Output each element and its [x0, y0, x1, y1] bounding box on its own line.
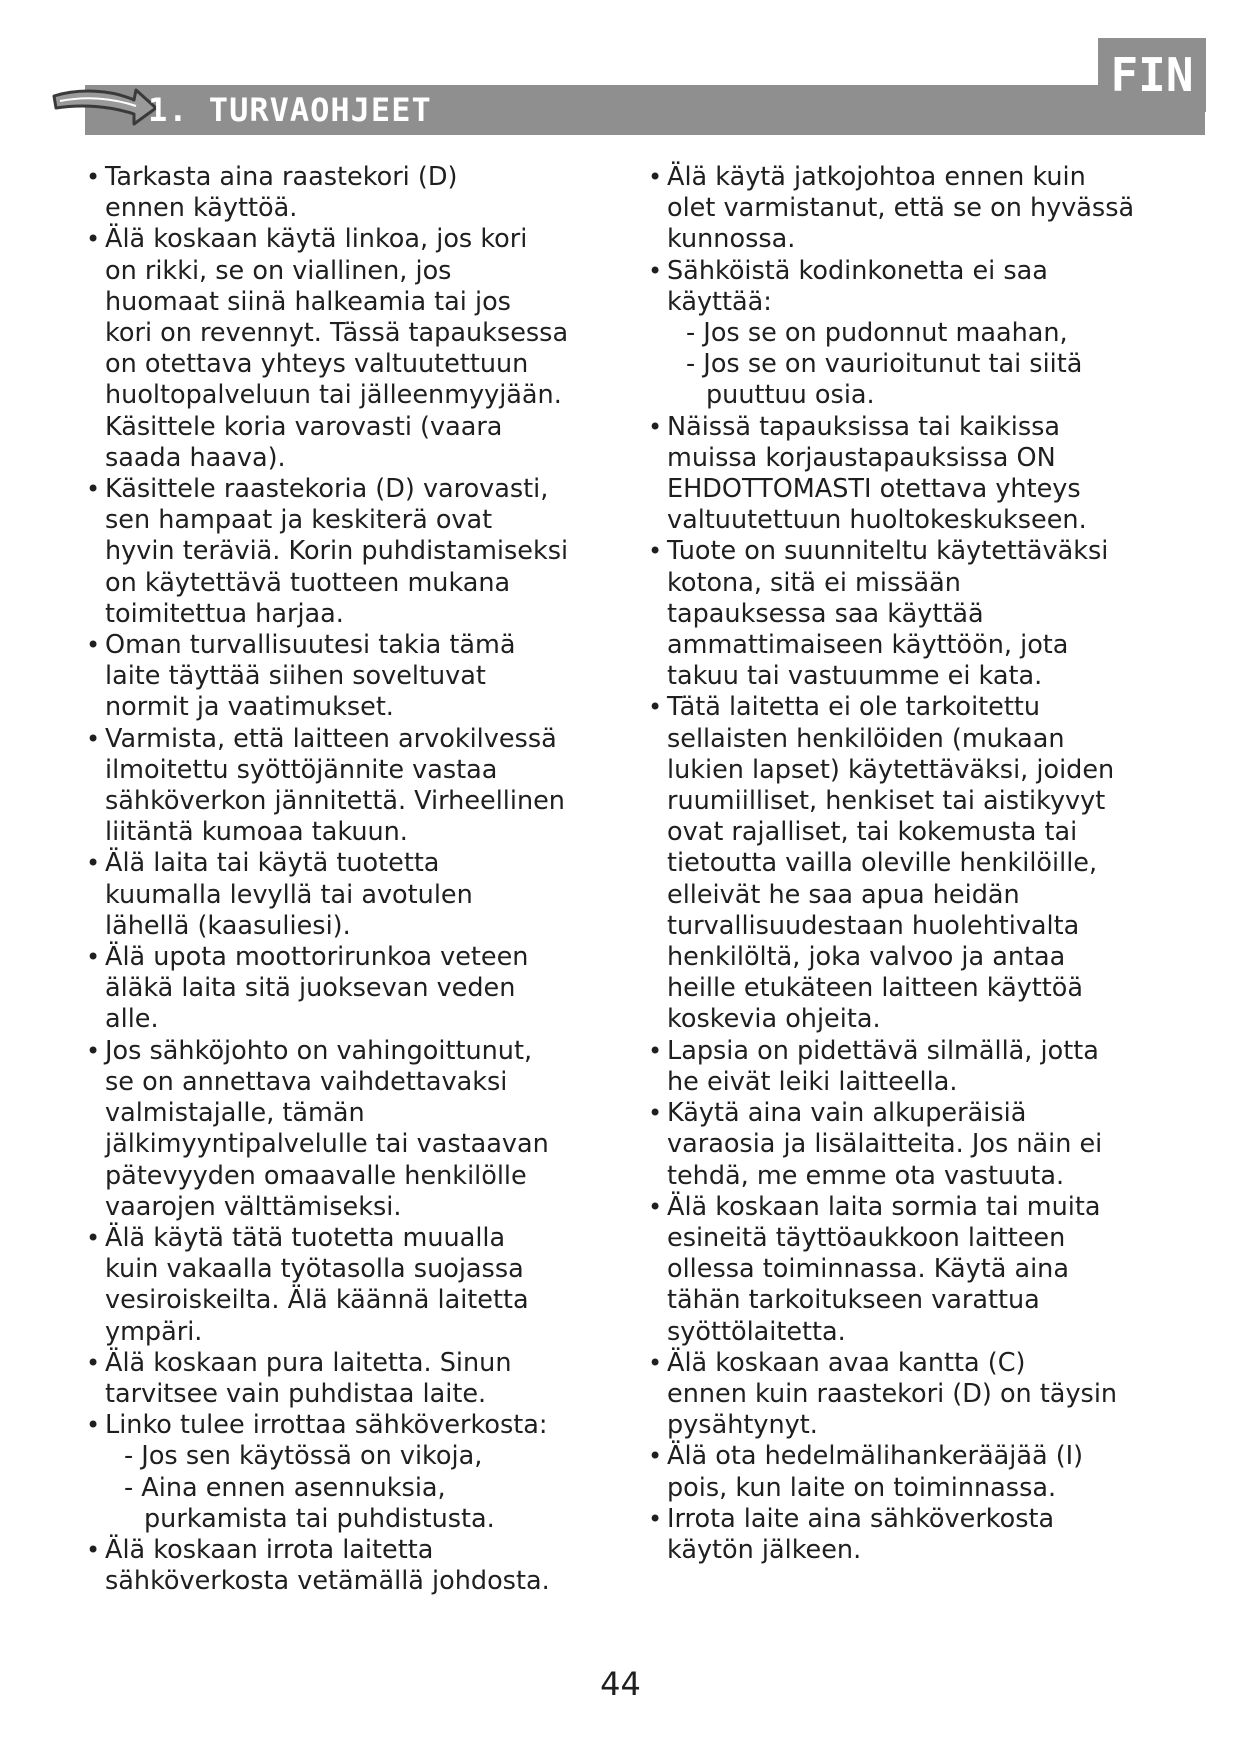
bullet-item [86, 1535, 616, 1597]
text-line: normit ja vaatimukset. [105, 692, 394, 723]
text-line: Tätä laitetta ei ole tarkoitettu [667, 692, 1041, 723]
section-title: 1. TURVAOHJEET [148, 91, 432, 129]
text-line: Älä koskaan pura laitetta. Sinun [105, 1347, 512, 1378]
bullet-item [648, 692, 1188, 1035]
text-line: sähköverkosta vetämällä johdosta. [105, 1566, 550, 1597]
bullet-text [667, 1098, 1177, 1192]
text-line: muissa korjaustapauksissa ON [667, 442, 1056, 473]
text-line: valmistajalle, tämän [105, 1098, 365, 1129]
bullet-icon: • [648, 693, 663, 722]
bullet-text [105, 848, 605, 942]
bullet-icon: • [648, 1192, 663, 1221]
text-line: Älä koskaan irrota laitetta [105, 1534, 434, 1565]
text-line: tähän tarkoitukseen varattua [667, 1285, 1040, 1316]
text-line: henkilöltä, joka valvoo ja antaa [667, 942, 1066, 973]
bullet-item [86, 942, 616, 1036]
sub-item-line: - Aina ennen asennuksia, [124, 1472, 446, 1503]
text-line: kuumalla levyllä tai avotulen [105, 879, 473, 910]
text-line: ennen käyttöä. [105, 193, 298, 224]
right-column [648, 162, 1188, 1566]
arrow-icon [50, 82, 160, 132]
text-line: ympäri. [105, 1316, 203, 1347]
text-line: Sähköistä kodinkonetta ei saa [667, 255, 1048, 286]
bullet-icon: • [86, 1223, 101, 1252]
text-line: laite täyttää siihen soveltuvat [105, 661, 486, 692]
bullet-text [667, 256, 1177, 412]
text-line: ovat rajalliset, tai kokemusta tai [667, 817, 1078, 848]
bullet-text [667, 1348, 1177, 1442]
text-line: toimitettua harjaa. [105, 598, 344, 629]
left-column [86, 162, 616, 1597]
text-line: kuin vakaalla työtasolla suojassa [105, 1254, 524, 1285]
bullet-icon: • [86, 1348, 101, 1377]
text-line: Irrota laite aina sähköverkosta [667, 1503, 1055, 1534]
text-line: Käsittele raastekoria (D) varovasti, [105, 474, 549, 505]
bullet-item [648, 1192, 1188, 1348]
bullet-item [648, 412, 1188, 537]
bullet-text [105, 474, 605, 630]
text-line: sähköverkon jännitettä. Virheellinen [105, 786, 565, 817]
text-line: Älä koskaan käytä linkoa, jos kori [105, 224, 528, 255]
text-line: esineitä täyttöaukkoon laitteen [667, 1222, 1066, 1253]
text-line: on rikki, se on viallinen, jos [105, 255, 452, 286]
bullet-icon: • [648, 256, 663, 285]
bullet-icon: • [86, 849, 101, 878]
sub-item-line: - Jos se on pudonnut maahan, [686, 318, 1068, 349]
text-line: olet varmistanut, että se on hyvässä [667, 193, 1135, 224]
text-line: ammattimaiseen käyttöön, jota [667, 630, 1069, 661]
text-line: Lapsia on pidettävä silmällä, jotta [667, 1035, 1099, 1066]
text-line: ennen kuin raastekori (D) on täysin [667, 1378, 1118, 1409]
bullet-item [86, 224, 616, 474]
text-line: sen hampaat ja keskiterä ovat [105, 505, 493, 536]
sub-item-line: - Jos se on vaurioitunut tai siitä [686, 349, 1083, 380]
text-line: sellaisten henkilöiden (mukaan [667, 723, 1065, 754]
text-line: Älä laita tai käytä tuotetta [105, 848, 440, 879]
bullet-text [667, 412, 1177, 537]
text-line: alle. [105, 1004, 159, 1035]
text-line: Älä koskaan avaa kantta (C) [667, 1347, 1026, 1378]
sub-item-line: purkamista tai puhdistusta. [144, 1503, 495, 1534]
bullet-icon: • [86, 724, 101, 753]
sub-item-line: puuttuu osia. [706, 380, 875, 411]
text-line: Oman turvallisuutesi takia tämä [105, 630, 516, 661]
text-line: tarvitsee vain puhdistaa laite. [105, 1378, 487, 1409]
text-line: vaarojen välttämiseksi. [105, 1191, 402, 1222]
text-line: huoltopalveluun tai jälleenmyyjään. [105, 380, 562, 411]
bullet-item [86, 1410, 616, 1535]
text-line: kori on revennyt. Tässä tapauksessa [105, 318, 569, 349]
bullet-item [86, 1223, 616, 1348]
text-line: takuu tai vastuumme ei kata. [667, 661, 1043, 692]
text-line: se on annettava vaihdettavaksi [105, 1066, 508, 1097]
page-number: 44 [600, 1665, 641, 1703]
text-line: liitäntä kumoaa takuun. [105, 817, 408, 848]
bullet-icon: • [86, 1411, 101, 1440]
text-line: Älä käytä jatkojohtoa ennen kuin [667, 162, 1086, 192]
bullet-item [648, 1348, 1188, 1442]
bullet-text [667, 162, 1177, 256]
text-line: tehdä, me emme ota vastuuta. [667, 1160, 1065, 1191]
text-line: he eivät leiki laitteella. [667, 1066, 958, 1097]
bullet-text [105, 162, 605, 224]
bullet-text [105, 724, 605, 849]
text-line: Käsittele koria varovasti (vaara [105, 411, 503, 442]
text-line: turvallisuudestaan huolehtivalta [667, 910, 1080, 941]
text-line: vesiroiskeilta. Älä käännä laitetta [105, 1285, 529, 1316]
bullet-text [105, 630, 605, 724]
bullet-icon: • [648, 1504, 663, 1533]
bullet-item [648, 536, 1188, 692]
bullet-icon: • [86, 1036, 101, 1065]
bullet-text [105, 224, 605, 474]
text-line: Käytä aina vain alkuperäisiä [667, 1098, 1027, 1129]
bullet-icon: • [86, 1535, 101, 1564]
text-line: Varmista, että laitteen arvokilvessä [105, 723, 557, 754]
bullet-item [86, 1348, 616, 1410]
bullet-text [667, 1504, 1177, 1566]
bullet-icon: • [648, 1348, 663, 1377]
bullet-text [105, 942, 605, 1036]
bullet-icon: • [86, 163, 101, 191]
text-line: kunnossa. [667, 224, 796, 255]
text-line: tapauksessa saa käyttää [667, 598, 984, 629]
bullet-text [667, 1192, 1177, 1348]
sub-item-line: - Jos sen käytössä on vikoja, [124, 1441, 483, 1472]
bullet-item [86, 162, 616, 224]
text-line: pysähtynyt. [667, 1410, 818, 1441]
bullet-icon: • [86, 475, 101, 504]
bullet-icon: • [648, 1099, 663, 1128]
bullet-icon: • [86, 943, 101, 972]
bullet-item [86, 724, 616, 849]
text-line: äläkä laita sitä juoksevan veden [105, 973, 516, 1004]
bullet-text [105, 1410, 605, 1535]
bullet-icon: • [86, 225, 101, 254]
bullet-text [667, 536, 1177, 692]
bullet-item [86, 1036, 616, 1223]
text-line: jälkimyyntipalvelulle tai vastaavan [105, 1129, 549, 1160]
text-line: koskevia ohjeita. [667, 1004, 881, 1035]
bullet-text [105, 1036, 605, 1223]
bullet-text [105, 1535, 605, 1597]
bullet-icon: • [648, 1442, 663, 1471]
bullet-icon: • [648, 163, 663, 191]
bullet-item [648, 162, 1188, 256]
bullet-item [86, 474, 616, 630]
text-line: kotona, sitä ei missään [667, 567, 961, 598]
text-line: käytön jälkeen. [667, 1534, 862, 1565]
text-line: tietoutta vailla oleville henkilöille, [667, 848, 1098, 879]
text-line: heille etukäteen laitteen käyttöä [667, 973, 1084, 1004]
text-line: hyvin teräviä. Korin puhdistamiseksi [105, 536, 569, 567]
text-line: Älä upota moottorirunkoa veteen [105, 942, 529, 973]
language-tab: FIN [1098, 38, 1206, 112]
text-line: lukien lapset) käytettäväksi, joiden [667, 754, 1115, 785]
bullet-text [667, 692, 1177, 1035]
bullet-item [648, 1036, 1188, 1098]
text-line: Älä ota hedelmälihankerääjää (I) [667, 1441, 1084, 1472]
text-line: valtuutettuun huoltokeskukseen. [667, 505, 1087, 536]
text-line: huomaat siinä halkeamia tai jos [105, 286, 511, 317]
text-line: on otettava yhteys valtuutettuun [105, 349, 529, 380]
text-line: lähellä (kaasuliesi). [105, 910, 351, 941]
bullet-icon: • [86, 631, 101, 660]
text-line: Älä koskaan laita sormia tai muita [667, 1191, 1101, 1222]
text-line: Jos sähköjohto on vahingoittunut, [105, 1035, 533, 1066]
text-line: pätevyyden omaavalle henkilölle [105, 1160, 527, 1191]
bullet-icon: • [648, 1036, 663, 1065]
text-line: saada haava). [105, 442, 286, 473]
bullet-icon: • [648, 537, 663, 566]
bullet-item [648, 1441, 1188, 1503]
text-line: käyttää: [667, 286, 772, 317]
bullet-text [667, 1441, 1177, 1503]
text-line: Linko tulee irrottaa sähköverkosta: [105, 1410, 548, 1441]
bullet-item [648, 1504, 1188, 1566]
text-line: ollessa toiminnassa. Käytä aina [667, 1254, 1069, 1285]
text-line: Näissä tapauksissa tai kaikissa [667, 411, 1061, 442]
text-line: varaosia ja lisälaitteita. Jos näin ei [667, 1129, 1103, 1160]
text-line: ilmoitettu syöttöjännite vastaa [105, 754, 498, 785]
text-line: elleivät he saa apua heidän [667, 879, 1020, 910]
bullet-text [667, 1036, 1177, 1098]
bullet-item [86, 848, 616, 942]
text-line: ruumiilliset, henkiset tai aistikyvyt [667, 786, 1106, 817]
text-line: EHDOTTOMASTI otettava yhteys [667, 474, 1081, 505]
bullet-item [86, 630, 616, 724]
text-line: Älä käytä tätä tuotetta muualla [105, 1222, 506, 1253]
bullet-text [105, 1223, 605, 1348]
text-line: syöttölaitetta. [667, 1316, 846, 1347]
text-line: Tuote on suunniteltu käytettäväksi [667, 536, 1109, 567]
text-line: on käytettävä tuotteen mukana [105, 567, 511, 598]
bullet-item [648, 256, 1188, 412]
bullet-icon: • [648, 412, 663, 441]
bullet-item [648, 1098, 1188, 1192]
text-line: Tarkasta aina raastekori (D) [105, 162, 458, 192]
bullet-text [105, 1348, 605, 1410]
text-line: pois, kun laite on toiminnassa. [667, 1472, 1057, 1503]
